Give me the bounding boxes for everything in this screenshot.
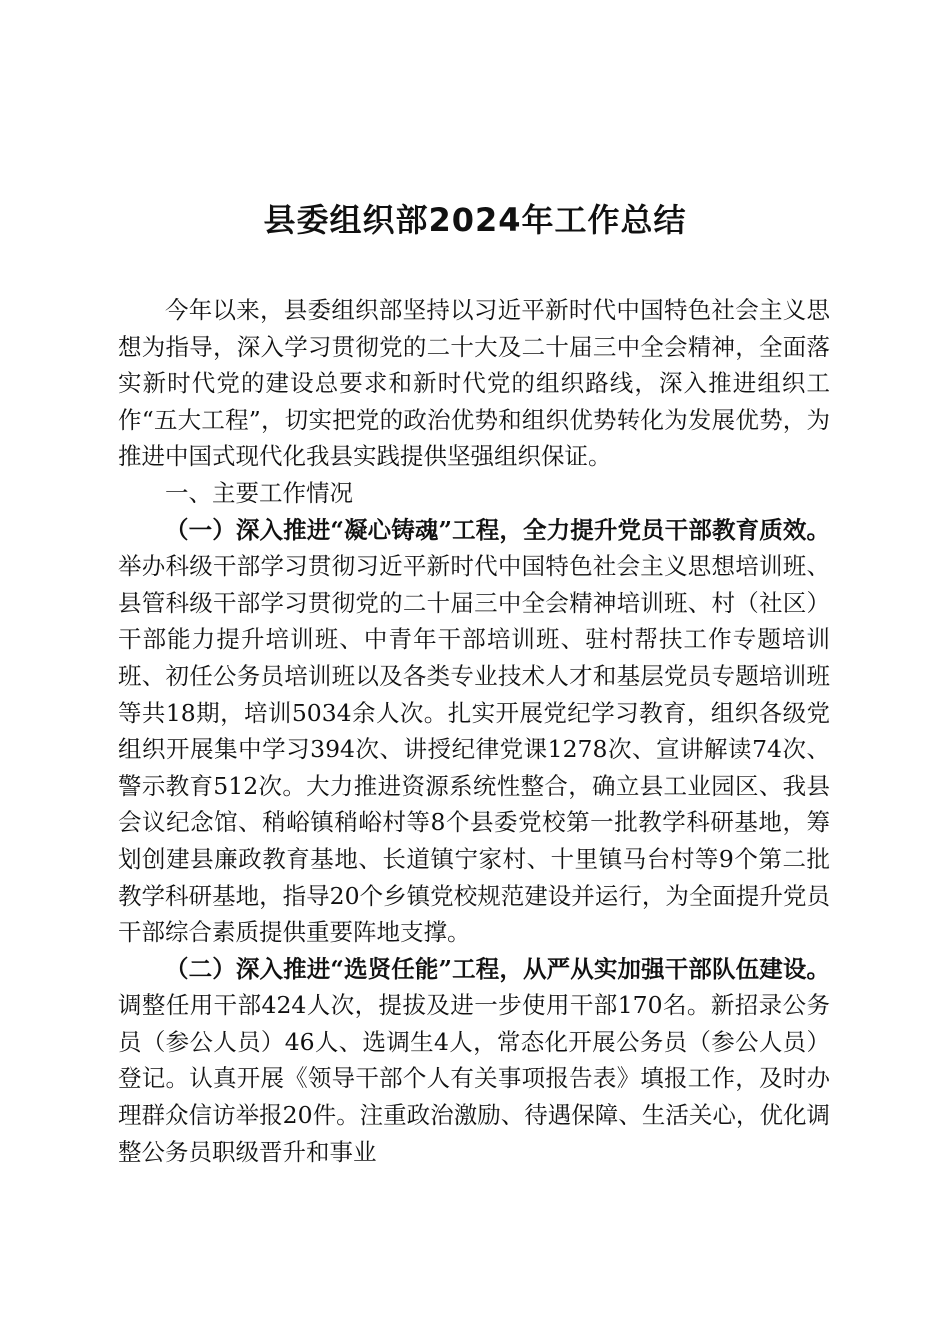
subsection-1-lead: （一）深入推进“凝心铸魂”工程，全力提升党员干部教育质效。 <box>165 515 830 544</box>
subsection-2-lead: （二）深入推进“选贤任能”工程，从严从实加强干部队伍建设。 <box>165 954 830 983</box>
subsection-1-text: 举办科级干部学习贯彻习近平新时代中国特色社会主义思想培训班、县管科级干部学习贯彻党的二十届三中全会精神培训班、村（社区）干部能力提升培训班、中青年干部培训班、驻村帮扶工作专题培训班、初任公务员培训班以及各类专业技术人才和基层党员专题培训班等共18期，培训5034余人次。扎实开展党纪学习教育，组织各级党组织开展集中学习394次、讲授纪律党课1278次、宣讲解读74次、警示教育512次。大力推进资源系统性整合，确立县工业园区、我县会议纪念馆、稍峪镇稍峪村等8个县委党校第一批教学科研基地，筹划创建县廉政教育基地、长道镇宁家村、十里镇马台村等9个第二批教学科研基地，指导20个乡镇党校规范建设并运行，为全面提升党员干部综合素质提供重要阵地支撑。 <box>118 552 830 947</box>
section-heading-main-work: 一、主要工作情况 <box>165 478 353 507</box>
intro-paragraph: 今年以来，县委组织部坚持以习近平新时代中国特色社会主义思想为指导，深入学习贯彻党的二十大及二十届三中全会精神，全面落实新时代党的建设总要求和新时代党的组织路线，深入推进组织工作“五大工程”，切实把党的政治优势和组织优势转化为发展优势，为推进中国式现代化我县实践提供坚强组织保证。 <box>118 296 830 471</box>
subsection-2-paragraph <box>118 951 830 1171</box>
subsection-1-paragraph <box>118 512 830 951</box>
subsection-2-text: 调整任用干部424人次，提拔及进一步使用干部170名。新招录公务员（参公人员）46人、选调生4人，常态化开展公务员（参公人员）登记。认真开展《领导干部个人有关事项报告表》填报工作，及时办理群众信访举报20件。注重政治激励、待遇保障、生活关心，优化调整公务员职级晋升和事业 <box>118 991 830 1166</box>
document-body <box>118 292 830 1170</box>
document-title: 县委组织部2024年工作总结 <box>263 201 687 239</box>
